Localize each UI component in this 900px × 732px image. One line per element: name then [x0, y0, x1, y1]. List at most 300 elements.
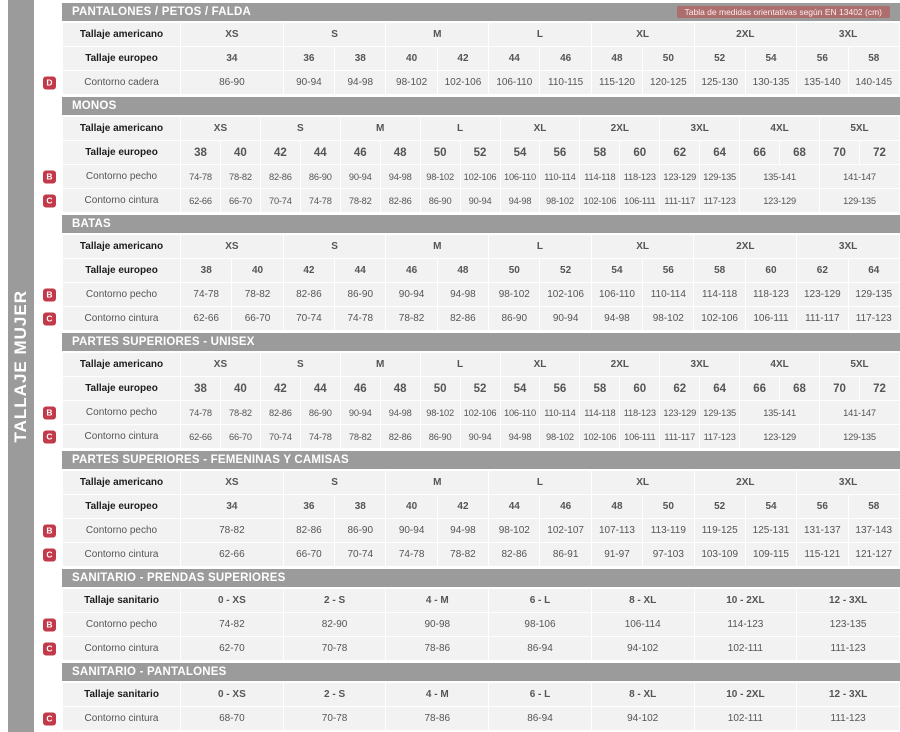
euro-size-cell: 50 — [420, 377, 460, 401]
sections — [46, 3, 900, 731]
measure-cell: 114-118 — [694, 283, 745, 307]
section — [46, 663, 900, 731]
measure-cell: 117-123 — [700, 425, 740, 449]
group-header-cell: 2 - S — [283, 683, 386, 707]
measure-cell: 107-113 — [591, 519, 642, 543]
measure-cell: 123-135 — [797, 613, 900, 637]
group-header-cell: XL — [500, 353, 580, 377]
measure-cell: 74-78 — [300, 189, 340, 213]
measure-cell: 110-114 — [540, 165, 580, 189]
measure-cell: 86-94 — [489, 707, 592, 731]
group-header-cell: 5XL — [820, 117, 900, 141]
section-header — [62, 333, 900, 351]
measure-cell: 66-70 — [232, 307, 283, 331]
measure-cell: 102-111 — [694, 707, 797, 731]
measure-row — [63, 401, 900, 425]
euro-size-cell: 50 — [489, 259, 540, 283]
measure-cell: 94-98 — [380, 401, 420, 425]
row-label: Tallaje europeo — [63, 495, 181, 519]
group-header-cell: 4XL — [740, 117, 820, 141]
group-header-cell: S — [260, 353, 340, 377]
measure-cell: 102-106 — [580, 189, 620, 213]
euro-size-cell: 48 — [591, 47, 642, 71]
group-header-cell: 8 - XL — [591, 683, 694, 707]
measure-cell: 82-86 — [380, 189, 420, 213]
euro-size-cell: 56 — [797, 47, 848, 71]
row-badge-c: C — [43, 194, 56, 207]
measure-cell: 94-102 — [591, 637, 694, 661]
euro-size-cell: 52 — [460, 141, 500, 165]
section-title: PARTES SUPERIORES - UNISEX — [72, 336, 255, 348]
row-badge-c: C — [43, 642, 56, 655]
group-header-cell: 6 - L — [489, 589, 592, 613]
measure-cell: 86-90 — [420, 189, 460, 213]
row-label: Tallaje europeo — [63, 259, 181, 283]
section-title: SANITARIO - PANTALONES — [72, 666, 227, 678]
measure-cell: 86-90 — [335, 519, 386, 543]
measure-cell: 140-145 — [848, 71, 899, 95]
measure-cell: 98-102 — [420, 401, 460, 425]
section — [46, 569, 900, 661]
measure-cell: 94-98 — [437, 519, 488, 543]
row-badge-c: C — [43, 430, 56, 443]
row-label: Contorno pecho B — [63, 283, 181, 307]
measure-cell: 94-98 — [500, 189, 540, 213]
euro-size-cell: 68 — [780, 141, 820, 165]
measure-cell: 106-110 — [591, 283, 642, 307]
row-label: Tallaje americano — [63, 471, 181, 495]
group-header-cell: XS — [181, 235, 284, 259]
measure-cell: 70-74 — [283, 307, 334, 331]
group-header-cell: 0 - XS — [181, 683, 284, 707]
row-badge-c: C — [43, 312, 56, 325]
measure-cell: 82-86 — [260, 401, 300, 425]
row-label: Tallaje americano — [63, 23, 181, 47]
euro-size-cell: 40 — [220, 377, 260, 401]
euro-size-cell: 40 — [220, 141, 260, 165]
measure-cell: 86-91 — [540, 543, 591, 567]
size-table — [46, 234, 900, 331]
euro-size-cell: 40 — [386, 495, 437, 519]
row-label: Contorno cintura C — [63, 707, 181, 731]
euro-size-cell: 38 — [181, 141, 221, 165]
measure-cell: 110-114 — [540, 401, 580, 425]
euro-size-cell: 62 — [797, 259, 848, 283]
euro-size-cell: 52 — [694, 47, 745, 71]
measure-cell: 102-106 — [437, 71, 488, 95]
euro-size-cell: 64 — [700, 141, 740, 165]
section-title: MONOS — [72, 100, 117, 112]
measure-cell: 82-86 — [489, 543, 540, 567]
euro-size-cell: 54 — [591, 259, 642, 283]
euro-size-cell: 46 — [540, 495, 591, 519]
measure-cell: 129-135 — [820, 425, 900, 449]
measure-cell: 78-82 — [340, 425, 380, 449]
measure-cell: 74-78 — [300, 425, 340, 449]
measure-cell: 118-123 — [745, 283, 796, 307]
measure-cell: 98-102 — [643, 307, 694, 331]
measure-cell: 106-114 — [591, 613, 694, 637]
row-label: Tallaje europeo — [63, 141, 181, 165]
euro-size-cell: 58 — [848, 47, 899, 71]
standard-note: Tabla de medidas orientativas según EN 13402 (cm) — [677, 6, 891, 18]
row-badge-b: B — [43, 406, 56, 419]
euro-size-cell: 50 — [643, 47, 694, 71]
section-header — [62, 215, 900, 233]
size-table — [46, 22, 900, 95]
measure-cell: 120-125 — [643, 71, 694, 95]
measure-cell: 90-94 — [340, 165, 380, 189]
measure-cell: 125-131 — [745, 519, 796, 543]
measure-cell: 86-90 — [335, 283, 386, 307]
row-label: Contorno pecho B — [63, 401, 181, 425]
measure-cell: 78-86 — [386, 637, 489, 661]
group-header-cell: 2XL — [580, 117, 660, 141]
sidebar — [8, 0, 34, 732]
row-badge-b: B — [43, 288, 56, 301]
row-badge-c: C — [43, 548, 56, 561]
section-title: BATAS — [72, 218, 111, 230]
measure-row — [63, 283, 900, 307]
row-label: Contorno cintura C — [63, 189, 181, 213]
measure-cell: 129-135 — [820, 189, 900, 213]
size-table — [46, 470, 900, 567]
measure-cell: 78-82 — [232, 283, 283, 307]
measure-cell: 86-90 — [300, 165, 340, 189]
measure-cell: 66-70 — [220, 425, 260, 449]
measure-cell: 86-90 — [300, 401, 340, 425]
measure-cell: 114-123 — [694, 613, 797, 637]
group-header-cell: 8 - XL — [591, 589, 694, 613]
measure-cell: 78-82 — [220, 165, 260, 189]
measure-cell: 90-94 — [460, 189, 500, 213]
size-table — [46, 352, 900, 449]
group-header-cell: 12 - 3XL — [797, 683, 900, 707]
euro-size-cell: 42 — [260, 377, 300, 401]
euro-size-cell: 66 — [740, 141, 780, 165]
euro-size-row — [63, 377, 900, 401]
euro-size-cell: 54 — [500, 377, 540, 401]
group-header-cell: M — [340, 117, 420, 141]
measure-cell: 94-102 — [591, 707, 694, 731]
group-header-cell: XL — [591, 23, 694, 47]
group-header-cell: M — [340, 353, 420, 377]
group-header-cell: S — [260, 117, 340, 141]
group-header-cell: 5XL — [820, 353, 900, 377]
euro-size-cell: 46 — [340, 141, 380, 165]
euro-size-cell: 50 — [643, 495, 694, 519]
measure-cell: 62-66 — [181, 189, 221, 213]
section-title: SANITARIO - PRENDAS SUPERIORES — [72, 572, 286, 584]
euro-size-row — [63, 495, 900, 519]
measure-cell: 98-102 — [540, 425, 580, 449]
euro-size-cell: 54 — [500, 141, 540, 165]
measure-cell: 102-111 — [694, 637, 797, 661]
group-header-cell: XS — [181, 471, 284, 495]
measure-cell: 102-106 — [580, 425, 620, 449]
measure-cell: 141-147 — [820, 401, 900, 425]
euro-size-cell: 52 — [694, 495, 745, 519]
row-label: Tallaje europeo — [63, 47, 181, 71]
euro-size-cell: 68 — [780, 377, 820, 401]
measure-row — [63, 707, 900, 731]
measure-cell: 123-129 — [797, 283, 848, 307]
euro-size-row — [63, 47, 900, 71]
measure-cell: 82-86 — [437, 307, 488, 331]
group-header-cell: 2XL — [694, 23, 797, 47]
group-header-cell: 3XL — [797, 23, 900, 47]
measure-cell: 123-129 — [660, 165, 700, 189]
section-header — [62, 97, 900, 115]
euro-size-cell: 56 — [643, 259, 694, 283]
euro-size-cell: 60 — [620, 141, 660, 165]
euro-size-cell: 36 — [283, 495, 334, 519]
measure-cell: 62-66 — [181, 425, 221, 449]
euro-size-cell: 42 — [437, 495, 488, 519]
measure-cell: 123-129 — [740, 189, 820, 213]
measure-cell: 90-94 — [340, 401, 380, 425]
measure-cell: 62-66 — [181, 307, 232, 331]
measure-cell: 110-115 — [540, 71, 591, 95]
group-header-cell: L — [489, 23, 592, 47]
measure-cell: 78-82 — [437, 543, 488, 567]
section — [46, 451, 900, 567]
row-label: Contorno cintura C — [63, 543, 181, 567]
euro-size-cell: 54 — [745, 47, 796, 71]
euro-size-cell: 64 — [700, 377, 740, 401]
euro-size-cell: 38 — [181, 259, 232, 283]
euro-size-row — [63, 141, 900, 165]
measure-cell: 111-123 — [797, 707, 900, 731]
row-badge-c: C — [43, 712, 56, 725]
group-header-cell: XL — [591, 235, 694, 259]
measure-cell: 106-111 — [620, 189, 660, 213]
euro-size-cell: 40 — [386, 47, 437, 71]
group-header-cell: L — [420, 353, 500, 377]
measure-cell: 98-102 — [420, 165, 460, 189]
section — [46, 3, 900, 95]
measure-cell: 94-98 — [591, 307, 642, 331]
measure-cell: 94-98 — [335, 71, 386, 95]
group-header-cell: 2XL — [694, 235, 797, 259]
measure-row — [63, 637, 900, 661]
euro-size-cell: 38 — [335, 47, 386, 71]
measure-cell: 98-102 — [489, 519, 540, 543]
measure-cell: 94-98 — [437, 283, 488, 307]
euro-size-cell: 56 — [540, 141, 580, 165]
euro-size-cell: 52 — [460, 377, 500, 401]
measure-cell: 106-110 — [500, 165, 540, 189]
group-header-cell: L — [420, 117, 500, 141]
measure-cell: 90-98 — [386, 613, 489, 637]
measure-row — [63, 425, 900, 449]
measure-cell: 102-106 — [460, 165, 500, 189]
measure-row — [63, 519, 900, 543]
measure-cell: 74-78 — [181, 401, 221, 425]
euro-size-cell: 58 — [848, 495, 899, 519]
size-group-row — [63, 353, 900, 377]
measure-cell: 78-82 — [340, 189, 380, 213]
measure-cell: 78-82 — [386, 307, 437, 331]
measure-cell: 86-94 — [489, 637, 592, 661]
measure-cell: 68-70 — [181, 707, 284, 731]
measure-cell: 82-86 — [283, 519, 334, 543]
measure-row — [63, 613, 900, 637]
measure-cell: 119-125 — [694, 519, 745, 543]
euro-size-cell: 34 — [181, 495, 284, 519]
euro-size-cell: 46 — [540, 47, 591, 71]
measure-cell: 102-107 — [540, 519, 591, 543]
measure-cell: 94-98 — [500, 425, 540, 449]
group-header-cell: L — [489, 471, 592, 495]
euro-size-cell: 44 — [300, 141, 340, 165]
measure-cell: 111-117 — [660, 425, 700, 449]
measure-row — [63, 189, 900, 213]
measure-cell: 129-135 — [848, 283, 900, 307]
group-header-cell: 2XL — [694, 471, 797, 495]
row-label: Tallaje americano — [63, 117, 181, 141]
group-header-cell: XS — [181, 23, 284, 47]
measure-row — [63, 543, 900, 567]
section-title: PANTALONES / PETOS / FALDA — [72, 6, 251, 18]
measure-cell: 78-82 — [220, 401, 260, 425]
measure-cell: 97-103 — [643, 543, 694, 567]
measure-cell: 125-130 — [694, 71, 745, 95]
measure-cell: 62-66 — [181, 543, 284, 567]
group-header-cell: 10 - 2XL — [694, 589, 797, 613]
group-header-cell: XS — [181, 117, 261, 141]
row-label: Tallaje europeo — [63, 377, 181, 401]
measure-cell: 111-117 — [660, 189, 700, 213]
euro-size-cell: 50 — [420, 141, 460, 165]
measure-cell: 102-106 — [540, 283, 591, 307]
euro-size-row — [63, 259, 900, 283]
euro-size-cell: 46 — [340, 377, 380, 401]
measure-cell: 123-129 — [740, 425, 820, 449]
measure-cell: 70-74 — [260, 425, 300, 449]
measure-cell: 106-110 — [500, 401, 540, 425]
euro-size-cell: 48 — [591, 495, 642, 519]
measure-cell: 98-106 — [489, 613, 592, 637]
measure-cell: 115-121 — [797, 543, 848, 567]
measure-row — [63, 71, 900, 95]
euro-size-cell: 34 — [181, 47, 284, 71]
measure-row — [63, 307, 900, 331]
measure-cell: 86-90 — [420, 425, 460, 449]
row-label: Tallaje americano — [63, 235, 181, 259]
size-group-row — [63, 235, 900, 259]
row-label: Contorno pecho B — [63, 165, 181, 189]
euro-size-cell: 48 — [380, 377, 420, 401]
euro-size-cell: 62 — [660, 377, 700, 401]
measure-cell: 137-143 — [848, 519, 899, 543]
euro-size-cell: 52 — [540, 259, 591, 283]
measure-cell: 70-74 — [260, 189, 300, 213]
row-badge-d: D — [43, 76, 56, 89]
measure-cell: 82-86 — [283, 283, 334, 307]
euro-size-cell: 58 — [580, 141, 620, 165]
measure-cell: 135-141 — [740, 165, 820, 189]
measure-cell: 113-119 — [643, 519, 694, 543]
measure-cell: 86-90 — [181, 71, 284, 95]
euro-size-cell: 42 — [437, 47, 488, 71]
measure-cell: 129-135 — [700, 165, 740, 189]
euro-size-cell: 60 — [620, 377, 660, 401]
euro-size-cell: 38 — [335, 495, 386, 519]
euro-size-cell: 58 — [694, 259, 745, 283]
measure-cell: 141-147 — [820, 165, 900, 189]
group-header-cell: XS — [181, 353, 261, 377]
measure-cell: 117-123 — [700, 189, 740, 213]
euro-size-cell: 62 — [660, 141, 700, 165]
row-label: Contorno cintura C — [63, 637, 181, 661]
section-header — [62, 569, 900, 587]
measure-cell: 135-141 — [740, 401, 820, 425]
group-header-cell: XL — [500, 117, 580, 141]
measure-cell: 74-82 — [181, 613, 284, 637]
size-group-row — [63, 683, 900, 707]
euro-size-cell: 56 — [540, 377, 580, 401]
size-group-row — [63, 471, 900, 495]
measure-cell: 90-94 — [386, 519, 437, 543]
group-header-cell: 2XL — [580, 353, 660, 377]
measure-cell: 130-135 — [745, 71, 796, 95]
group-header-cell: S — [283, 23, 386, 47]
group-header-cell: 4 - M — [386, 589, 489, 613]
row-label: Tallaje sanitario — [63, 683, 181, 707]
euro-size-cell: 42 — [260, 141, 300, 165]
euro-size-cell: 56 — [797, 495, 848, 519]
group-header-cell: 3XL — [660, 353, 740, 377]
group-header-cell: 12 - 3XL — [797, 589, 900, 613]
row-label: Tallaje sanitario — [63, 589, 181, 613]
measure-cell: 86-90 — [489, 307, 540, 331]
measure-cell: 98-102 — [489, 283, 540, 307]
euro-size-cell: 70 — [820, 141, 860, 165]
euro-size-cell: 46 — [386, 259, 437, 283]
section-header — [62, 3, 900, 21]
euro-size-cell: 44 — [335, 259, 386, 283]
euro-size-cell: 60 — [745, 259, 796, 283]
measure-cell: 78-86 — [386, 707, 489, 731]
measure-cell: 98-102 — [386, 71, 437, 95]
section — [46, 97, 900, 213]
row-label: Tallaje americano — [63, 353, 181, 377]
group-header-cell: 3XL — [660, 117, 740, 141]
euro-size-cell: 58 — [580, 377, 620, 401]
measure-cell: 123-129 — [660, 401, 700, 425]
measure-cell: 106-111 — [620, 425, 660, 449]
section-header — [62, 451, 900, 469]
group-header-cell: 3XL — [797, 235, 900, 259]
measure-cell: 66-70 — [283, 543, 334, 567]
row-badge-b: B — [43, 618, 56, 631]
group-header-cell: XL — [591, 471, 694, 495]
group-header-cell: 4XL — [740, 353, 820, 377]
euro-size-cell: 40 — [232, 259, 283, 283]
group-header-cell: M — [386, 471, 489, 495]
euro-size-cell: 72 — [859, 377, 899, 401]
row-label: Contorno pecho B — [63, 519, 181, 543]
measure-cell: 102-106 — [694, 307, 745, 331]
size-chart-content — [46, 0, 900, 731]
row-badge-b: B — [43, 170, 56, 183]
euro-size-cell: 64 — [848, 259, 900, 283]
euro-size-cell: 44 — [489, 47, 540, 71]
measure-cell: 90-94 — [540, 307, 591, 331]
measure-cell: 82-86 — [380, 425, 420, 449]
measure-cell: 90-94 — [460, 425, 500, 449]
